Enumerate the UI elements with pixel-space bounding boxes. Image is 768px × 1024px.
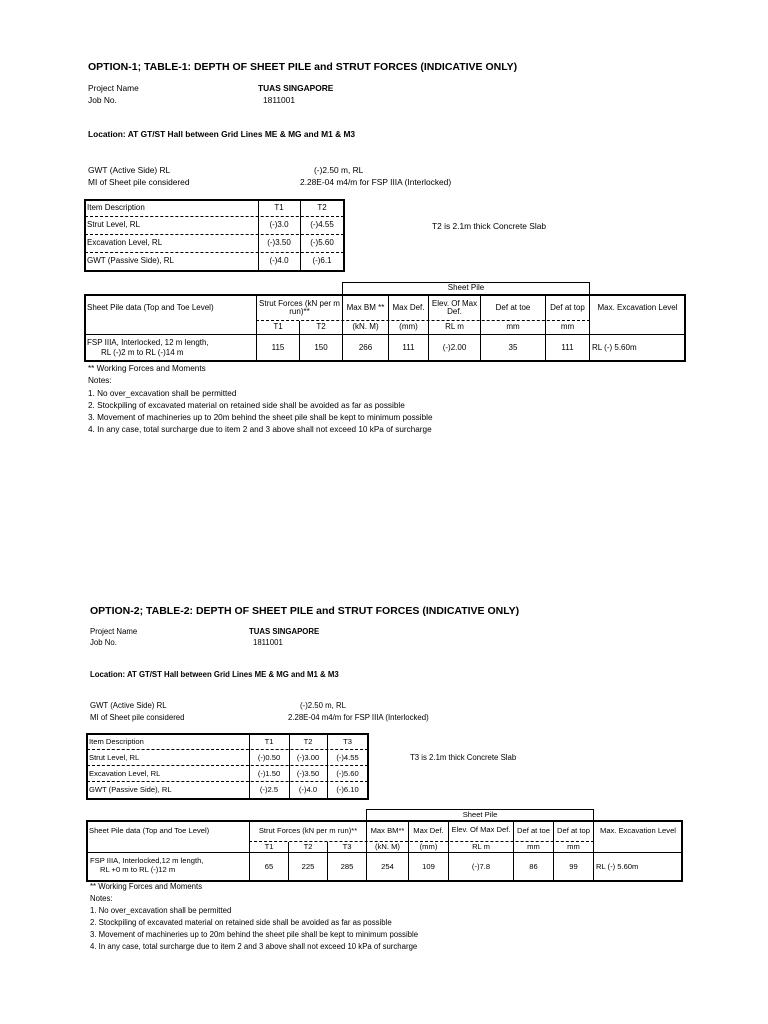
value-max-excavation: RL (-) 5.60m (592, 342, 637, 352)
levels-row-excavation-t1: (-)1.50 (257, 768, 281, 778)
levels-header-item: Item Description (89, 736, 144, 746)
unit-max-def: (mm) (419, 842, 438, 852)
levels-row-gwt-t1: (-)4.0 (269, 256, 289, 266)
header-max-excavation: Max. Excavation Level (597, 302, 678, 312)
levels-row-strut-t2: (-)3.00 (296, 752, 320, 762)
row-description-line1: FSP IIIA, Interlocked,12 m length, (90, 856, 204, 865)
levels-row-strut-label: Strut Level, RL (87, 220, 140, 230)
value-max-bm: 266 (358, 342, 373, 352)
mi-label: MI of Sheet pile considered (88, 177, 190, 187)
row-description-line2: RL (-)2 m to RL (-)14 m (101, 347, 184, 357)
header-strut-forces: Strut Forces (kN per m run)** (258, 826, 358, 836)
levels-header-t3: T3 (343, 736, 352, 746)
job-no-value: 1811001 (263, 95, 295, 105)
header-sheet-pile-data: Sheet Pile data (Top and Toe Level) (89, 826, 210, 836)
value-t1: 115 (271, 342, 285, 352)
value-elev: (-)7.8 (471, 862, 491, 872)
levels-row-strut-label: Strut Level, RL (89, 752, 140, 762)
header-max-bm: Max BM ** (346, 302, 385, 312)
gwt-active-label: GWT (Active Side) RL (88, 165, 171, 175)
levels-row-gwt-label: GWT (Passive Side), RL (89, 785, 172, 795)
levels-row-gwt-t1: (-)2.5 (259, 785, 279, 795)
header-def-at-top: Def at top (550, 302, 585, 312)
levels-row-strut-t3: (-)4.55 (336, 752, 359, 762)
note-item: 2. Stockpiling of excavated material on retained side shall be avoided as far as possible (88, 401, 405, 410)
unit-t2: T2 (316, 322, 326, 332)
levels-header-t2: T2 (317, 202, 327, 212)
project-name-label: Project Name (90, 627, 138, 636)
unit-t1: T1 (264, 842, 274, 852)
note-item: 1. No over_excavation shall be permitted (88, 389, 237, 398)
value-max-excavation: RL (-) 5.60m (596, 862, 639, 872)
note-item: 4. In any case, total surcharge due to item 2 and 3 above shall not exceed 10 kPa of surcharge (90, 942, 418, 951)
unit-max-bm: (kN. M) (375, 842, 400, 852)
notes-heading: Notes: (88, 376, 112, 385)
job-no-label: Job No. (90, 638, 117, 647)
value-t2: 150 (314, 342, 328, 352)
value-t3: 285 (340, 862, 354, 872)
note-item: 4. In any case, total surcharge due to item 2 and 3 above shall not exceed 10 kPa of surcharge (88, 425, 432, 434)
value-def-top: 111 (561, 342, 574, 352)
row-description (90, 856, 203, 874)
project-name-value: TUAS SINGAPORE (258, 83, 334, 93)
unit-elev: RL m (445, 322, 464, 332)
unit-def-top: mm (560, 322, 575, 332)
unit-elev: RL m (472, 842, 490, 852)
unit-max-bm: (kN. M) (352, 322, 379, 332)
sheet-pile-group-header: Sheet Pile (447, 283, 485, 293)
gwt-active-value: (-)2.50 m, RL (314, 165, 364, 175)
job-no-label: Job No. (88, 95, 117, 105)
header-max-def: Max Def. (392, 302, 425, 312)
unit-t2: T2 (303, 842, 313, 852)
value-max-def: 109 (422, 862, 435, 872)
project-name-label: Project Name (88, 83, 139, 93)
project-name-value: TUAS SINGAPORE (249, 627, 320, 636)
value-def-toe: 86 (529, 862, 538, 872)
value-def-toe: 35 (508, 342, 518, 352)
gwt-active-value: (-)2.50 m, RL (300, 701, 346, 710)
levels-row-excavation-label: Excavation Level, RL (89, 768, 161, 778)
levels-row-gwt-t2: (-)4.0 (298, 785, 318, 795)
levels-header-item: Item Description (87, 202, 145, 212)
value-max-def: 111 (402, 342, 415, 352)
levels-row-excavation-t3: (-)5.60 (336, 768, 359, 778)
levels-header-t1: T1 (264, 736, 274, 746)
header-strut-forces: Strut Forces (kN per m run)** (259, 298, 340, 316)
levels-row-excavation-t2: (-)5.60 (310, 238, 334, 248)
unit-max-def: (mm) (399, 322, 418, 332)
header-def-at-toe: Def at toe (495, 302, 531, 312)
header-max-bm: Max BM** (370, 826, 405, 836)
value-t1: 65 (264, 862, 274, 872)
levels-header-t2: T2 (303, 736, 313, 746)
mi-value: 2.28E-04 m4/m for FSP IIIA (Interlocked) (288, 713, 429, 722)
location-heading: Location: AT GT/ST Hall between Grid Lines ME & MG and M1 & M3 (88, 129, 356, 139)
mi-value: 2.28E-04 m4/m for FSP IIIA (Interlocked) (300, 177, 452, 187)
sheet-pile-group-header: Sheet Pile (462, 810, 498, 820)
option1-title: OPTION-1; TABLE-1: DEPTH OF SHEET PILE and STRUT FORCES (INDICATIVE ONLY) (88, 61, 518, 73)
levels-row-excavation-t1: (-)3.50 (267, 238, 291, 248)
row-description (87, 338, 209, 357)
value-def-top: 99 (569, 862, 578, 872)
levels-row-strut-t1: (-)0.50 (257, 752, 281, 762)
mi-label: MI of Sheet pile considered (90, 713, 185, 722)
note-item: 1. No over_excavation shall be permitted (90, 906, 232, 915)
value-elev: (-)2.00 (442, 342, 467, 352)
unit-t1: T1 (273, 322, 283, 332)
note-item: 3. Movement of machineries up to 20m behind the sheet pile shall be kept to minimum possible (88, 413, 433, 422)
unit-def-toe: mm (506, 322, 520, 332)
header-elev-max-def: Elev. Of Max Def. (431, 298, 478, 316)
footnote: ** Working Forces and Moments (88, 364, 206, 373)
unit-def-top: mm (567, 842, 580, 852)
levels-row-excavation-t2: (-)3.50 (296, 768, 320, 778)
header-max-excavation: Max. Excavation Level (600, 826, 676, 836)
levels-row-strut-t2: (-)4.55 (310, 220, 334, 230)
levels-side-note: T3 is 2.1m thick Concrete Slab (410, 753, 517, 762)
gwt-active-label: GWT (Active Side) RL (90, 701, 167, 710)
levels-row-gwt-label: GWT (Passive Side), RL (87, 256, 174, 266)
note-item: 3. Movement of machineries up to 20m behind the sheet pile shall be kept to minimum possible (90, 930, 419, 939)
levels-row-excavation-label: Excavation Level, RL (87, 238, 163, 248)
unit-def-toe: mm (527, 842, 540, 852)
row-description-line1: FSP IIIA, Interlocked, 12 m length, (87, 338, 209, 347)
header-def-at-toe: Def at toe (517, 826, 550, 836)
option2-title: OPTION-2; TABLE-2: DEPTH OF SHEET PILE and STRUT FORCES (INDICATIVE ONLY) (90, 605, 520, 617)
notes-heading: Notes: (90, 894, 113, 903)
header-sheet-pile-data: Sheet Pile data (Top and Toe Level) (87, 302, 214, 312)
levels-side-note: T2 is 2.1m thick Concrete Slab (432, 221, 547, 231)
header-def-at-top: Def at top (557, 826, 590, 836)
row-description-line2: RL +0 m to RL (-)12 m (100, 865, 176, 874)
header-max-def: Max Def. (413, 826, 444, 836)
value-max-bm: 254 (381, 862, 394, 872)
value-t2: 225 (301, 862, 315, 872)
unit-t3: T3 (342, 842, 352, 852)
levels-header-t1: T1 (274, 202, 284, 212)
levels-row-gwt-t2: (-)6.1 (312, 256, 332, 266)
note-item: 2. Stockpiling of excavated material on retained side shall be avoided as far as possible (90, 918, 392, 927)
levels-row-gwt-t3: (-)6.10 (336, 785, 359, 795)
job-no-value: 1811001 (253, 638, 283, 647)
footnote: ** Working Forces and Moments (90, 882, 203, 891)
levels-row-strut-t1: (-)3.0 (269, 220, 289, 230)
location-heading: Location: AT GT/ST Hall between Grid Lines ME & MG and M1 & M3 (90, 670, 339, 679)
header-elev-max-def: Elev. Of Max Def. (451, 824, 511, 834)
